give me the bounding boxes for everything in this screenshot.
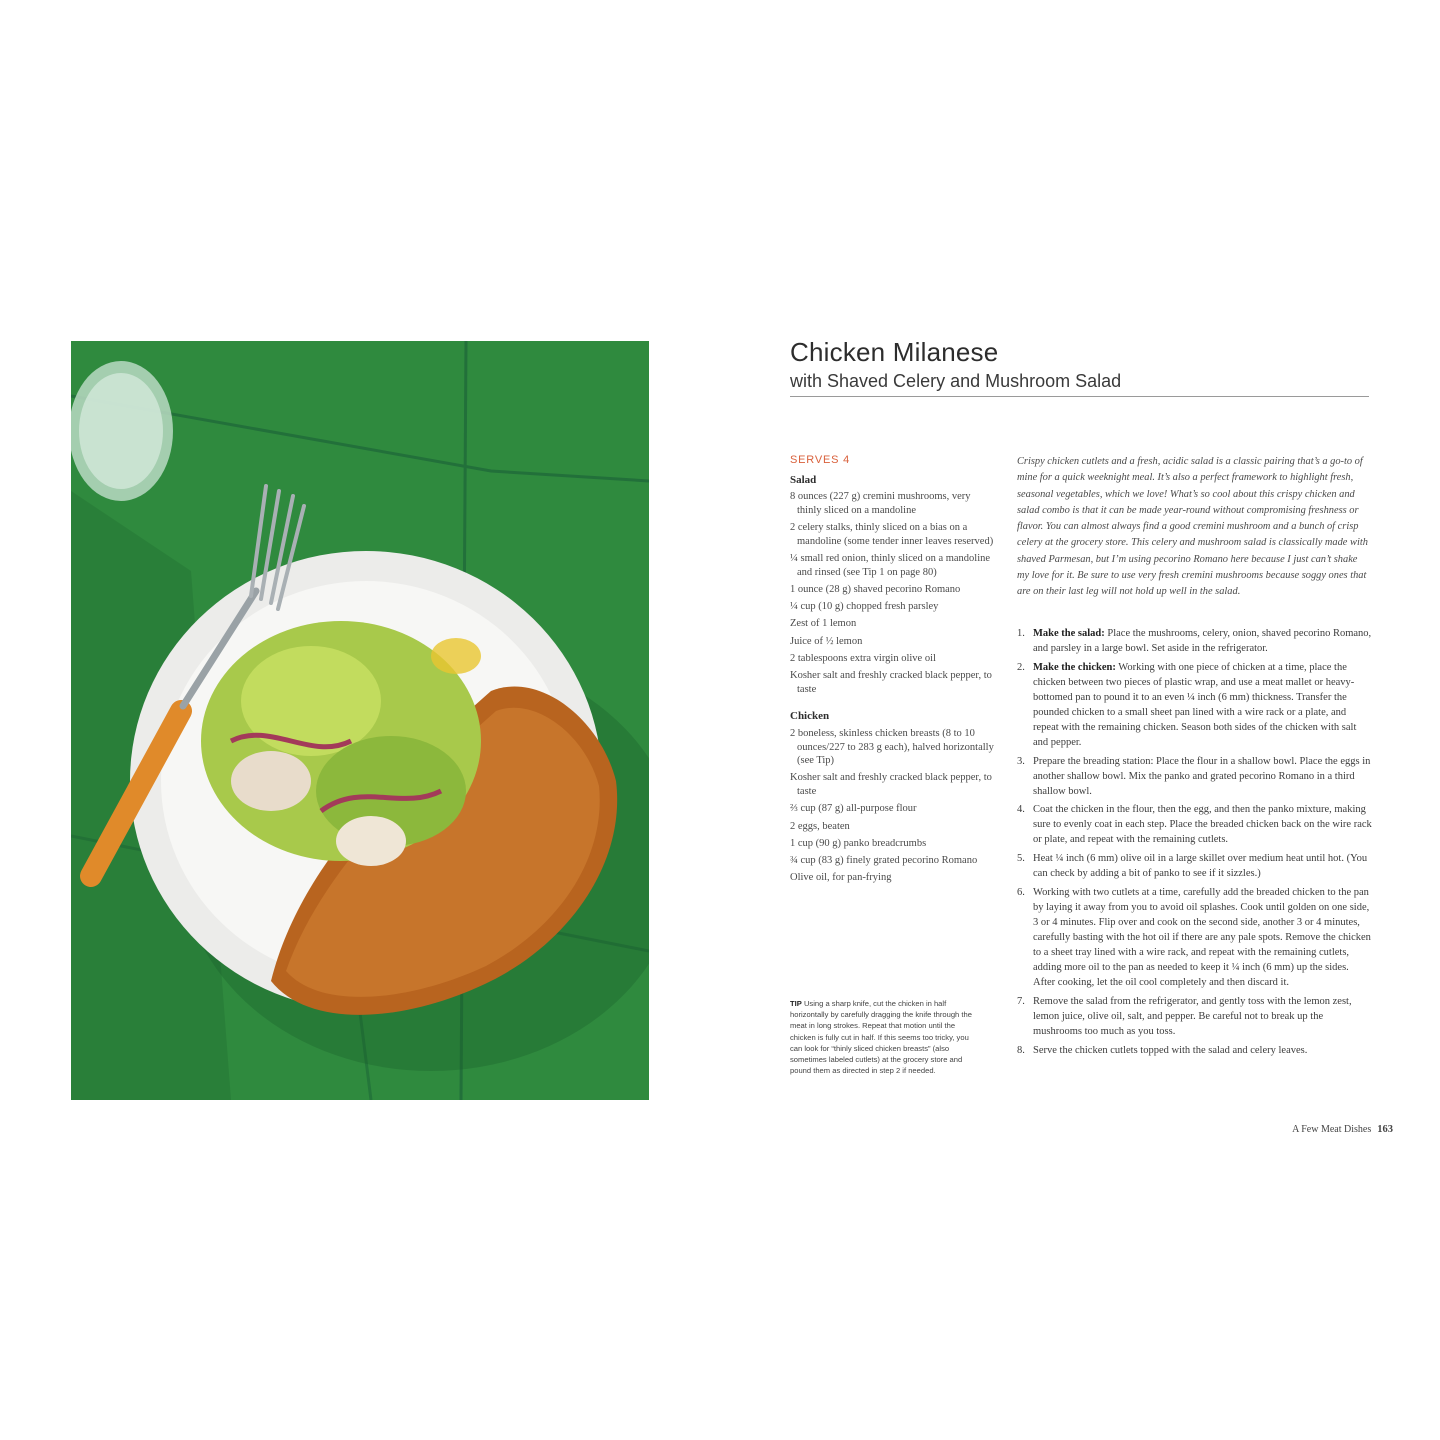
step-text: Working with one piece of chicken at a time, place the chicken between two pieces of plastic wrap, and use a meat mallet or heavy-bottomed pan to pound it to an even ¼ inch (6 mm) thickness. Transfer the pounded chicken to a small sheet pan lined with a wire rack or a plate, and repeat with the remaining chicken. Season both sides of the chicken with salt and pepper. bbox=[1033, 661, 1357, 748]
step-number: 2. bbox=[1017, 661, 1025, 673]
salad-heading: Salad bbox=[790, 473, 817, 486]
tip-note bbox=[790, 998, 972, 1076]
step-text: Prepare the breading station: Place the flour in a shallow bowl. Place the eggs in another shallow bowl. Mix the panko and grated pecorino Romano in a third shallow bowl. bbox=[1033, 755, 1371, 797]
recipe-title: Chicken Milanese bbox=[790, 337, 999, 367]
page-footer bbox=[1292, 1124, 1393, 1135]
page-number: 163 bbox=[1377, 1124, 1393, 1135]
method-steps bbox=[1017, 626, 1372, 1061]
step-text: Working with two cutlets at a time, carefully add the breaded chicken to the pan by laying it away from you to avoid oil splashes. Cook until golden on one side, 3 or 4 minutes. Flip over and cook on the second side, another 3 or 4 minutes, carefully basting with the hot oil if there are any pale spots. Remove the chicken to a sheet tray lined with a wire rack, and repeat with the remaining cutlets, adding more oil to the pan as needed to keep it ¼ inch (6 mm) up the sides. After cooking, let the oil cool completely and then discard it. bbox=[1033, 886, 1371, 988]
chicken-heading: Chicken bbox=[790, 710, 830, 723]
ingredient-item: ¾ cup (83 g) finely grated pecorino Romano bbox=[790, 855, 978, 867]
recipe-subtitle: with Shaved Celery and Mushroom Salad bbox=[790, 371, 1122, 391]
ingredient-item: Olive oil, for pan-frying bbox=[790, 872, 892, 884]
step-item bbox=[1017, 626, 1372, 656]
ingredients-column bbox=[790, 454, 995, 889]
step-text: Heat ¼ inch (6 mm) olive oil in a large skillet over medium heat until hot. (You can check by adding a bit of panko to see if it sizzles.) bbox=[1033, 853, 1368, 880]
step-number: 4. bbox=[1017, 804, 1025, 816]
tip-text: Using a sharp knife, cut the chicken in half horizontally by carefully dragging the knife through the meat in long strokes. Repeat that motion until the chicken is fully cut in half. If this seems too tricky, you can look for “thinly sliced chicken breasts” (also sometimes labeled cutlets) at the grocery store and pound them as directed in step 2 if needed. bbox=[790, 999, 972, 1076]
section-name: A Few Meat Dishes bbox=[1292, 1124, 1372, 1135]
salad-ingredient-list bbox=[790, 490, 995, 696]
step-lead: Make the chicken: bbox=[1033, 661, 1116, 673]
ingredient-item: 2 eggs, beaten bbox=[790, 820, 850, 832]
ingredient-item: Kosher salt and freshly cracked black pepper, to taste bbox=[790, 772, 992, 798]
ingredient-item: ⅔ cup (87 g) all-purpose flour bbox=[790, 803, 917, 815]
step-text: Place the mushrooms, celery, onion, shaved pecorino Romano, and parsley in a large bowl. Set aside in the refrigerator. bbox=[1033, 628, 1372, 654]
step-item bbox=[1017, 1043, 1372, 1058]
step-number: 7. bbox=[1017, 995, 1025, 1007]
ingredient-item: Juice of ½ lemon bbox=[790, 635, 863, 647]
ingredient-item: ¼ cup (10 g) chopped fresh parsley bbox=[790, 601, 939, 613]
step-number: 3. bbox=[1017, 755, 1025, 767]
step-item bbox=[1017, 802, 1372, 847]
ingredient-item: 2 celery stalks, thinly sliced on a bias on a mandoline (some tender inner leaves reserved) bbox=[790, 522, 994, 547]
ingredient-item: 1 cup (90 g) panko breadcrumbs bbox=[790, 837, 927, 849]
title-block bbox=[790, 336, 1369, 393]
step-text: Serve the chicken cutlets topped with the salad and celery leaves. bbox=[1033, 1044, 1308, 1056]
ingredient-item: 1 ounce (28 g) shaved pecorino Romano bbox=[790, 583, 961, 595]
step-item bbox=[1017, 660, 1372, 750]
recipe-photo bbox=[71, 341, 649, 1100]
step-number: 1. bbox=[1017, 628, 1025, 639]
step-item bbox=[1017, 994, 1372, 1039]
serves-label: SERVES 4 bbox=[790, 454, 851, 466]
step-item bbox=[1017, 885, 1372, 990]
ingredient-item: 2 tablespoons extra virgin olive oil bbox=[790, 652, 936, 664]
step-text: Remove the salad from the refrigerator, and gently toss with the lemon zest, lemon juice, olive oil, salt, and pepper. Be careful not to break up the mushrooms too much as you toss. bbox=[1033, 995, 1352, 1037]
title-divider bbox=[790, 396, 1369, 397]
step-item bbox=[1017, 851, 1372, 881]
step-number: 8. bbox=[1017, 1044, 1025, 1056]
step-text: Coat the chicken in the flour, then the egg, and then the panko mixture, making sure to evenly coat in each step. Place the breaded chicken back on the wire rack or plate, and repeat with the remaining cutlets. bbox=[1033, 804, 1372, 846]
tip-label: TIP bbox=[790, 999, 802, 1008]
step-number: 5. bbox=[1017, 853, 1025, 865]
ingredient-item: 2 boneless, skinless chicken breasts (8 to 10 ounces/227 to 283 g each), halved horizontally (see Tip) bbox=[790, 728, 994, 767]
recipe-intro: Crispy chicken cutlets and a fresh, acidic salad is a classic pairing that’s a go-to of mine for a quick weeknight meal. It’s also a perfect framework to highlight fresh, seasonal vegetables, which we love! What’s so cool about this crispy chicken and salad combo is that it can be made year-round without compromising freshness or flavor. You can almost always find a good cremini mushroom and a bunch of crisp celery at the grocery store. This celery and mushroom salad is classically made with shaved Parmesan, but I’m using pecorino Romano here because I just can’t shake my love for it. Be sure to use very fresh cremini mushrooms because soggy ones that are on their last leg will not hold up well in the salad. bbox=[1017, 456, 1368, 598]
ingredient-item: ¼ small red onion, thinly sliced on a mandoline and rinsed (see Tip 1 on page 80) bbox=[790, 552, 991, 578]
chicken-ingredient-list bbox=[790, 727, 995, 885]
ingredient-item: 8 ounces (227 g) cremini mushrooms, very thinly sliced on a mandoline bbox=[790, 491, 971, 516]
step-lead: Make the salad: bbox=[1033, 628, 1105, 639]
ingredient-item: Kosher salt and freshly cracked black pepper, to taste bbox=[790, 670, 992, 695]
ingredient-item: Zest of 1 lemon bbox=[790, 618, 857, 630]
step-item bbox=[1017, 754, 1372, 799]
step-number: 6. bbox=[1017, 886, 1025, 898]
